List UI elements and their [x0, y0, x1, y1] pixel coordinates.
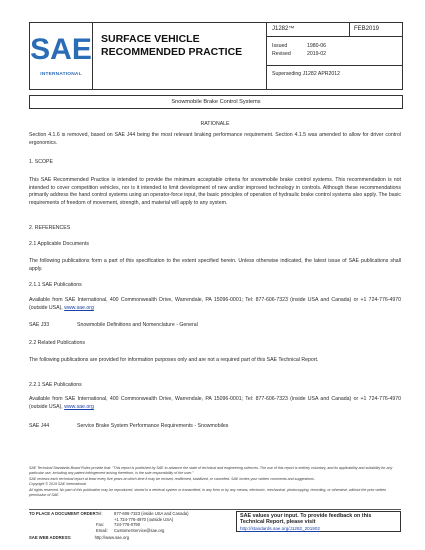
- sae-logo-icon: [30, 27, 92, 66]
- web-address: [29, 535, 129, 540]
- footer-note: All rights reserved. No part of this publication may be reproduced, stored in a retrieval system or transmitted, in any form or by any means, electronic, mechanical, photocopying, recording, or otherwise, without the prior written permission of SAE.: [29, 487, 387, 497]
- section-2-2-1-heading: 2.2.1 SAE Publications: [29, 382, 82, 388]
- section-2-2-text: The following publications are provided for information purposes only and are not a required part of this SAE Technical Report.: [29, 357, 319, 363]
- reference-j44: [29, 423, 401, 431]
- fax-value: 724-776-0790: [114, 522, 141, 528]
- email-label: Email:: [96, 527, 108, 533]
- reference-j33: [29, 322, 401, 330]
- document-number: J1282™: [272, 26, 295, 32]
- document-subtitle: Snowmobile Brake Control Systems: [29, 95, 403, 109]
- sae-website-link[interactable]: www.sae.org: [64, 304, 94, 311]
- rationale-text: Section 4.1.6 is removed, based on SAE J44 being the most relevant braking performance requirement. Section 4.1.5 was amended to allow for driver control ergonomics.: [29, 132, 401, 146]
- logo-cell: [30, 23, 93, 89]
- section-1-heading: 1. SCOPE: [29, 159, 53, 165]
- section-2-2-1-text: [29, 396, 401, 411]
- document-header: [29, 22, 403, 90]
- section-2-1-1-body: Available from SAE International, 400 Commonwealth Drive, Warrendale, PA 15096-0001; Tel: 877-606-7323 (inside USA and Canada) or +1 724-776-4970 (outside USA),: [29, 297, 401, 311]
- document-date: FEB2019: [349, 23, 402, 36]
- revised-value: 2019-02: [307, 51, 327, 57]
- sae-website-link[interactable]: www.sae.org: [64, 403, 94, 410]
- order-label: TO PLACE A DOCUMENT ORDER:: [29, 511, 98, 516]
- reference-code: SAE J33: [29, 322, 50, 328]
- reference-code: SAE J44: [29, 423, 50, 429]
- section-2-1-1-text: [29, 297, 401, 312]
- supersedes-note: Superseding J1282 APR2012: [272, 71, 341, 77]
- section-2-heading: 2. REFERENCES: [29, 225, 71, 231]
- svg-text:SAE: SAE: [30, 33, 92, 66]
- feedback-box: [236, 511, 401, 532]
- section-2-2-1-body: Available from SAE International, 400 Commonwealth Drive, Warrendale, PA 15096-0001; Tel: 877-606-7323 (inside USA and Canada) or +1 724-776-4970 (outside USA),: [29, 396, 401, 410]
- issued-value: 1980-06: [307, 43, 327, 49]
- feedback-text: SAE values your input. To provide feedback on this Technical Report, please visit: [240, 513, 372, 526]
- reference-title: Service Brake System Performance Requirements - Snowmobiles: [77, 423, 229, 429]
- tel-label: Tel:: [96, 511, 103, 516]
- section-2-2-heading: 2.2 Related Publications: [29, 340, 85, 346]
- footer-legal-notes: [29, 466, 401, 498]
- footer-note: SAE reviews each technical report at least every five years at which time it may be revised, reaffirmed, stabilized, or cancelled. SAE invites your written comments and suggestions.: [29, 476, 315, 481]
- section-1-text: This SAE Recommended Practice is intended to provide the minimum acceptable criteria for snowmobile brake control systems. This recommendation is not intended to cover competition vehicles, nor is it intended to limit development of new and/or improved technology in controls. Although these recommendations primarily address the hand control systems using an operator-force input, the basic principles of operation of hydraulic brake control systems also apply. The basic requirements of freedom of movement, strength, and material will apply to any system.: [29, 177, 401, 206]
- issued-label: Issued: [272, 43, 288, 49]
- tel2-value: +1 724-776-4970 (outside USA): [114, 516, 174, 522]
- dates-row: [267, 37, 402, 66]
- web-label: SAE WEB ADDRESS:: [29, 535, 72, 540]
- revised-label: Revised: [272, 51, 291, 57]
- section-2-1-heading: 2.1 Applicable Documents: [29, 241, 89, 247]
- document-type-title: SURFACE VEHICLE RECOMMENDED PRACTICE: [101, 33, 243, 58]
- doc-id-row: [267, 23, 402, 37]
- feedback-link[interactable]: http://standards.sae.org/J1282_201902: [240, 525, 320, 531]
- tel-value: 877-606-7323 (inside USA and Canada): [114, 511, 189, 516]
- logo-subtext: INTERNATIONAL: [40, 72, 82, 77]
- footer-note: SAE Technical Standards Board Rules provide that: "This report is published by SAE to advance the state of technical and engineering sciences. The use of this report is entirely voluntary, and its applicability and suitability for any particular use, including any patent infringement arising therefrom, is the sole responsibility of the user.": [29, 466, 393, 475]
- section-2-1-text: The following publications form a part of this specification to the extent specified herein. Unless otherwise indicated, the latest issue of SAE publications shall apply.: [29, 258, 401, 272]
- contact-values: [114, 511, 189, 533]
- email-value[interactable]: CustomerService@sae.org: [114, 527, 165, 533]
- footer-divider: [29, 509, 401, 510]
- fax-label: Fax:: [96, 522, 105, 528]
- reference-title: Snowmobile Definitions and Nomenclature - General: [77, 322, 198, 328]
- title-cell: [93, 23, 267, 89]
- info-cell: [267, 23, 402, 89]
- web-link[interactable]: http://www.sae.org: [94, 535, 130, 540]
- copyright-line: Copyright © 2019 SAE International: [29, 482, 86, 486]
- rationale-heading: RATIONALE: [200, 121, 230, 127]
- contact-labels: [96, 511, 108, 533]
- section-2-1-1-heading: 2.1.1 SAE Publications: [29, 282, 82, 288]
